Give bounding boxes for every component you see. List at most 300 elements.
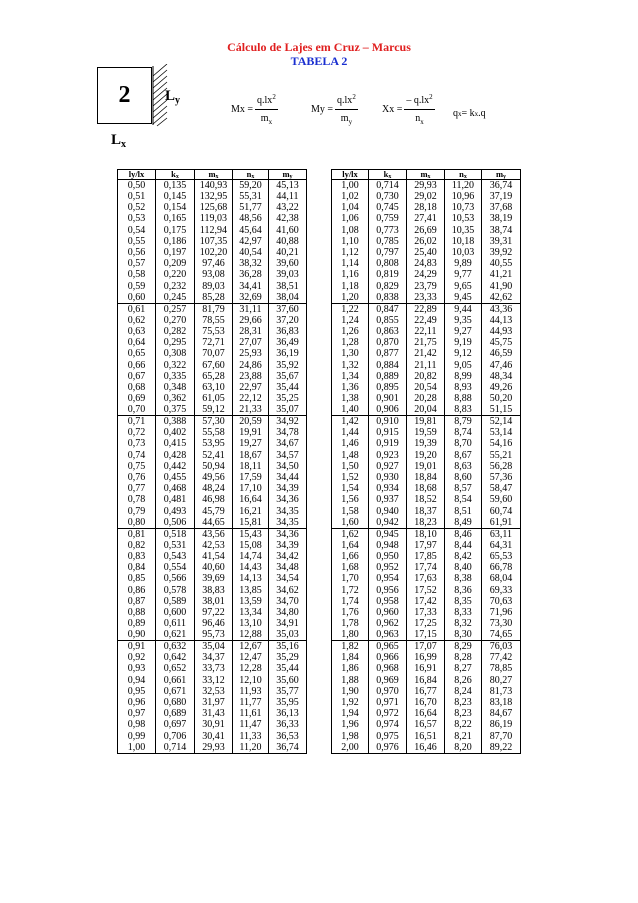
table-row bbox=[332, 225, 521, 236]
cell-kx: 0,455 bbox=[156, 472, 195, 483]
table-row bbox=[118, 393, 307, 404]
cell-my: 35,77 bbox=[269, 686, 307, 697]
cell-kx: 0,415 bbox=[156, 438, 195, 449]
cell-mx: 140,93 bbox=[195, 180, 233, 192]
cell-kx: 0,940 bbox=[369, 506, 407, 517]
cell-mx: 16,64 bbox=[407, 708, 445, 719]
fraction-denominator: $m_x$ bbox=[260, 113, 273, 126]
cell-ly-lx: 0,92 bbox=[118, 652, 156, 663]
cell-mx: 29,02 bbox=[407, 191, 445, 202]
cell-my: 73,30 bbox=[482, 618, 521, 629]
cell-nx: 8,27 bbox=[445, 663, 482, 674]
cell-my: 81,73 bbox=[482, 686, 521, 697]
cell-my: 43,36 bbox=[482, 303, 521, 315]
cell-ly-lx: 1,64 bbox=[332, 540, 369, 551]
cell-my: 40,21 bbox=[269, 247, 307, 258]
cell-nx: 42,97 bbox=[233, 236, 269, 247]
cell-kx: 0,969 bbox=[369, 675, 407, 686]
cell-nx: 40,54 bbox=[233, 247, 269, 258]
table-row bbox=[332, 269, 521, 280]
cell-ly-lx: 1,24 bbox=[332, 315, 369, 326]
column-header-nx: $n_x$ bbox=[445, 170, 482, 180]
cell-nx: 9,35 bbox=[445, 315, 482, 326]
cell-mx: 35,04 bbox=[195, 641, 233, 653]
cell-ly-lx: 0,81 bbox=[118, 528, 156, 540]
cell-nx: 14,74 bbox=[233, 551, 269, 562]
cell-mx: 20,54 bbox=[407, 382, 445, 393]
cell-nx: 8,33 bbox=[445, 607, 482, 618]
table-row bbox=[332, 517, 521, 529]
cell-nx: 51,77 bbox=[233, 202, 269, 213]
cell-my: 41,21 bbox=[482, 269, 521, 280]
table-row bbox=[332, 371, 521, 382]
cell-my: 37,68 bbox=[482, 202, 521, 213]
cell-kx: 0,652 bbox=[156, 663, 195, 674]
cell-mx: 17,97 bbox=[407, 540, 445, 551]
cell-ly-lx: 0,56 bbox=[118, 247, 156, 258]
cell-nx: 12,67 bbox=[233, 641, 269, 653]
table-row bbox=[332, 742, 521, 754]
cell-kx: 0,808 bbox=[369, 258, 407, 269]
cell-my: 34,36 bbox=[269, 528, 307, 540]
cell-nx: 9,65 bbox=[445, 281, 482, 292]
cell-ly-lx: 0,78 bbox=[118, 494, 156, 505]
cell-kx: 0,976 bbox=[369, 742, 407, 754]
table-row bbox=[332, 213, 521, 224]
cell-ly-lx: 1,16 bbox=[332, 269, 369, 280]
fraction-numerator: – $q.lx^2$ bbox=[404, 95, 434, 110]
table-row bbox=[118, 202, 307, 213]
cell-kx: 0,468 bbox=[156, 483, 195, 494]
cell-mx: 16,91 bbox=[407, 663, 445, 674]
cell-my: 34,42 bbox=[269, 551, 307, 562]
cell-my: 35,95 bbox=[269, 697, 307, 708]
cell-kx: 0,671 bbox=[156, 686, 195, 697]
cell-mx: 17,07 bbox=[407, 641, 445, 653]
cell-mx: 70,07 bbox=[195, 348, 233, 359]
cell-kx: 0,348 bbox=[156, 382, 195, 393]
cell-ly-lx: 1,38 bbox=[332, 393, 369, 404]
cell-kx: 0,745 bbox=[369, 202, 407, 213]
cell-my: 61,91 bbox=[482, 517, 521, 529]
cell-my: 35,92 bbox=[269, 359, 307, 370]
cell-ly-lx: 0,70 bbox=[118, 404, 156, 416]
table-row bbox=[332, 652, 521, 663]
ly-label: $L_y$ bbox=[165, 88, 181, 106]
cell-nx: 8,63 bbox=[445, 461, 482, 472]
cell-nx: 8,36 bbox=[445, 584, 482, 595]
table-row bbox=[332, 708, 521, 719]
cell-ly-lx: 0,80 bbox=[118, 517, 156, 529]
cell-ly-lx: 1,76 bbox=[332, 607, 369, 618]
cell-mx: 18,52 bbox=[407, 494, 445, 505]
cell-ly-lx: 0,53 bbox=[118, 213, 156, 224]
table-row bbox=[332, 719, 521, 730]
cell-nx: 14,13 bbox=[233, 573, 269, 584]
cell-nx: 9,19 bbox=[445, 337, 482, 348]
cell-nx: 8,20 bbox=[445, 742, 482, 754]
cell-ly-lx: 1,92 bbox=[332, 697, 369, 708]
cell-mx: 55,58 bbox=[195, 427, 233, 438]
table-row bbox=[332, 686, 521, 697]
cell-ly-lx: 0,84 bbox=[118, 562, 156, 573]
table-header-row bbox=[118, 170, 307, 180]
fraction-numerator: $q.lx^2$ bbox=[255, 95, 278, 110]
cell-my: 34,92 bbox=[269, 416, 307, 428]
cell-ly-lx: 0,99 bbox=[118, 731, 156, 742]
cell-nx: 11,77 bbox=[233, 697, 269, 708]
cell-mx: 22,11 bbox=[407, 326, 445, 337]
cell-my: 34,57 bbox=[269, 450, 307, 461]
formula-my bbox=[311, 95, 358, 125]
table-row bbox=[332, 438, 521, 449]
cell-ly-lx: 1,66 bbox=[332, 551, 369, 562]
table-row bbox=[118, 315, 307, 326]
cell-ly-lx: 1,60 bbox=[332, 517, 369, 529]
column-header-my: $m_y$ bbox=[269, 170, 307, 180]
cell-mx: 41,54 bbox=[195, 551, 233, 562]
cell-my: 48,34 bbox=[482, 371, 521, 382]
cell-mx: 52,41 bbox=[195, 450, 233, 461]
table-row bbox=[332, 641, 521, 653]
cell-ly-lx: 0,72 bbox=[118, 427, 156, 438]
cell-kx: 0,797 bbox=[369, 247, 407, 258]
cell-kx: 0,388 bbox=[156, 416, 195, 428]
cell-nx: 20,59 bbox=[233, 416, 269, 428]
cell-kx: 0,362 bbox=[156, 393, 195, 404]
cell-my: 38,04 bbox=[269, 292, 307, 304]
cell-mx: 59,12 bbox=[195, 404, 233, 416]
cell-nx: 13,85 bbox=[233, 584, 269, 595]
cell-ly-lx: 1,50 bbox=[332, 461, 369, 472]
cell-kx: 0,402 bbox=[156, 427, 195, 438]
table-row bbox=[118, 618, 307, 629]
cell-my: 64,31 bbox=[482, 540, 521, 551]
cell-ly-lx: 1,52 bbox=[332, 472, 369, 483]
cell-mx: 53,95 bbox=[195, 438, 233, 449]
table-row bbox=[118, 236, 307, 247]
cell-ly-lx: 1,84 bbox=[332, 652, 369, 663]
cell-nx: 10,18 bbox=[445, 236, 482, 247]
cell-kx: 0,829 bbox=[369, 281, 407, 292]
cell-mx: 19,39 bbox=[407, 438, 445, 449]
cell-nx: 15,08 bbox=[233, 540, 269, 551]
cell-kx: 0,847 bbox=[369, 303, 407, 315]
cell-ly-lx: 1,58 bbox=[332, 506, 369, 517]
cell-my: 34,48 bbox=[269, 562, 307, 573]
table-row bbox=[332, 393, 521, 404]
cell-my: 71,96 bbox=[482, 607, 521, 618]
column-header-kx: $k_x$ bbox=[369, 170, 407, 180]
cell-nx: 8,51 bbox=[445, 506, 482, 517]
cell-ly-lx: 0,98 bbox=[118, 719, 156, 730]
table-row bbox=[118, 494, 307, 505]
cell-mx: 29,93 bbox=[195, 742, 233, 754]
cell-nx: 8,79 bbox=[445, 416, 482, 428]
cell-nx: 8,21 bbox=[445, 731, 482, 742]
cell-nx: 8,22 bbox=[445, 719, 482, 730]
cell-ly-lx: 1,88 bbox=[332, 675, 369, 686]
cell-mx: 81,79 bbox=[195, 303, 233, 315]
cell-kx: 0,923 bbox=[369, 450, 407, 461]
cell-ly-lx: 1,18 bbox=[332, 281, 369, 292]
cell-my: 86,19 bbox=[482, 719, 521, 730]
cell-kx: 0,954 bbox=[369, 573, 407, 584]
cell-ly-lx: 1,40 bbox=[332, 404, 369, 416]
cell-my: 69,33 bbox=[482, 584, 521, 595]
cell-my: 74,65 bbox=[482, 629, 521, 641]
table-row bbox=[332, 292, 521, 304]
cell-mx: 38,83 bbox=[195, 584, 233, 595]
cell-ly-lx: 1,22 bbox=[332, 303, 369, 315]
cell-kx: 0,962 bbox=[369, 618, 407, 629]
cell-my: 36,19 bbox=[269, 348, 307, 359]
cell-my: 36,74 bbox=[269, 742, 307, 754]
cell-kx: 0,531 bbox=[156, 540, 195, 551]
cell-ly-lx: 1,42 bbox=[332, 416, 369, 428]
cell-ly-lx: 0,60 bbox=[118, 292, 156, 304]
cell-ly-lx: 0,55 bbox=[118, 236, 156, 247]
cell-mx: 46,98 bbox=[195, 494, 233, 505]
table-row bbox=[118, 191, 307, 202]
cell-kx: 0,942 bbox=[369, 517, 407, 529]
cell-kx: 0,145 bbox=[156, 191, 195, 202]
cell-my: 60,74 bbox=[482, 506, 521, 517]
cell-nx: 9,77 bbox=[445, 269, 482, 280]
cell-kx: 0,910 bbox=[369, 416, 407, 428]
cell-mx: 17,74 bbox=[407, 562, 445, 573]
cell-ly-lx: 1,44 bbox=[332, 427, 369, 438]
cell-mx: 33,73 bbox=[195, 663, 233, 674]
cell-kx: 0,493 bbox=[156, 506, 195, 517]
cell-nx: 8,30 bbox=[445, 629, 482, 641]
formula-lhs: Xx = bbox=[382, 104, 403, 115]
coefficient-table-left bbox=[117, 169, 307, 754]
cell-nx: 55,31 bbox=[233, 191, 269, 202]
cell-mx: 23,79 bbox=[407, 281, 445, 292]
cell-my: 40,88 bbox=[269, 236, 307, 247]
cell-nx: 8,46 bbox=[445, 528, 482, 540]
cell-my: 52,14 bbox=[482, 416, 521, 428]
table-row bbox=[332, 573, 521, 584]
cell-ly-lx: 1,54 bbox=[332, 483, 369, 494]
cell-kx: 0,972 bbox=[369, 708, 407, 719]
cell-mx: 96,46 bbox=[195, 618, 233, 629]
cell-nx: 9,45 bbox=[445, 292, 482, 304]
cell-ly-lx: 0,79 bbox=[118, 506, 156, 517]
table-row bbox=[118, 697, 307, 708]
cell-my: 56,28 bbox=[482, 461, 521, 472]
table-row bbox=[332, 663, 521, 674]
table-row bbox=[332, 303, 521, 315]
cell-mx: 26,02 bbox=[407, 236, 445, 247]
table-row bbox=[332, 584, 521, 595]
cell-nx: 8,28 bbox=[445, 652, 482, 663]
cell-kx: 0,930 bbox=[369, 472, 407, 483]
cell-mx: 78,55 bbox=[195, 315, 233, 326]
cell-nx: 11,20 bbox=[233, 742, 269, 754]
table-row bbox=[118, 461, 307, 472]
table-row bbox=[332, 483, 521, 494]
table-row bbox=[118, 258, 307, 269]
table-row bbox=[118, 382, 307, 393]
cell-my: 43,22 bbox=[269, 202, 307, 213]
cell-my: 49,26 bbox=[482, 382, 521, 393]
cell-kx: 0,963 bbox=[369, 629, 407, 641]
table-row bbox=[332, 562, 521, 573]
cell-kx: 0,971 bbox=[369, 697, 407, 708]
cell-mx: 17,15 bbox=[407, 629, 445, 641]
cell-ly-lx: 1,82 bbox=[332, 641, 369, 653]
cell-ly-lx: 0,82 bbox=[118, 540, 156, 551]
cell-nx: 32,69 bbox=[233, 292, 269, 304]
cell-my: 70,63 bbox=[482, 596, 521, 607]
cell-kx: 0,282 bbox=[156, 326, 195, 337]
cell-my: 41,60 bbox=[269, 225, 307, 236]
cell-kx: 0,578 bbox=[156, 584, 195, 595]
cell-kx: 0,863 bbox=[369, 326, 407, 337]
cell-nx: 28,31 bbox=[233, 326, 269, 337]
cell-nx: 19,27 bbox=[233, 438, 269, 449]
cell-my: 34,80 bbox=[269, 607, 307, 618]
cell-ly-lx: 1,94 bbox=[332, 708, 369, 719]
cell-nx: 12,47 bbox=[233, 652, 269, 663]
cell-my: 34,62 bbox=[269, 584, 307, 595]
cell-ly-lx: 1,32 bbox=[332, 359, 369, 370]
cell-mx: 19,81 bbox=[407, 416, 445, 428]
table-row bbox=[332, 202, 521, 213]
cell-nx: 11,33 bbox=[233, 731, 269, 742]
cell-nx: 38,32 bbox=[233, 258, 269, 269]
cell-my: 34,54 bbox=[269, 573, 307, 584]
table-row bbox=[118, 663, 307, 674]
cell-mx: 21,42 bbox=[407, 348, 445, 359]
cell-mx: 93,08 bbox=[195, 269, 233, 280]
cell-kx: 0,906 bbox=[369, 404, 407, 416]
table-row bbox=[332, 675, 521, 686]
cell-mx: 29,93 bbox=[407, 180, 445, 192]
cell-mx: 39,69 bbox=[195, 573, 233, 584]
table-row bbox=[332, 416, 521, 428]
cell-kx: 0,518 bbox=[156, 528, 195, 540]
cell-mx: 119,03 bbox=[195, 213, 233, 224]
cell-my: 34,44 bbox=[269, 472, 307, 483]
cell-my: 55,21 bbox=[482, 450, 521, 461]
cell-nx: 9,12 bbox=[445, 348, 482, 359]
table-row bbox=[332, 236, 521, 247]
cell-kx: 0,934 bbox=[369, 483, 407, 494]
cell-my: 77,42 bbox=[482, 652, 521, 663]
table-row bbox=[332, 731, 521, 742]
cell-my: 53,14 bbox=[482, 427, 521, 438]
cell-nx: 8,88 bbox=[445, 393, 482, 404]
table-row bbox=[332, 461, 521, 472]
cell-mx: 20,04 bbox=[407, 404, 445, 416]
cell-my: 44,93 bbox=[482, 326, 521, 337]
cell-ly-lx: 0,77 bbox=[118, 483, 156, 494]
cell-mx: 30,91 bbox=[195, 719, 233, 730]
cell-ly-lx: 0,93 bbox=[118, 663, 156, 674]
cell-nx: 8,60 bbox=[445, 472, 482, 483]
cell-kx: 0,375 bbox=[156, 404, 195, 416]
cell-kx: 0,956 bbox=[369, 584, 407, 595]
cell-mx: 49,56 bbox=[195, 472, 233, 483]
cell-kx: 0,965 bbox=[369, 641, 407, 653]
cell-kx: 0,889 bbox=[369, 371, 407, 382]
table-row bbox=[118, 225, 307, 236]
cell-ly-lx: 1,20 bbox=[332, 292, 369, 304]
cell-mx: 17,42 bbox=[407, 596, 445, 607]
table-row bbox=[332, 472, 521, 483]
cell-ly-lx: 0,50 bbox=[118, 180, 156, 192]
cell-nx: 13,34 bbox=[233, 607, 269, 618]
cell-my: 35,44 bbox=[269, 663, 307, 674]
cell-ly-lx: 0,54 bbox=[118, 225, 156, 236]
cell-nx: 10,96 bbox=[445, 191, 482, 202]
cell-my: 37,20 bbox=[269, 315, 307, 326]
cell-my: 87,70 bbox=[482, 731, 521, 742]
cell-nx: 15,43 bbox=[233, 528, 269, 540]
cell-my: 42,38 bbox=[269, 213, 307, 224]
cell-kx: 0,714 bbox=[156, 742, 195, 754]
table-row bbox=[118, 719, 307, 730]
cell-my: 41,90 bbox=[482, 281, 521, 292]
cell-my: 34,50 bbox=[269, 461, 307, 472]
fraction-denominator: $n_x$ bbox=[415, 113, 424, 126]
table-row bbox=[332, 258, 521, 269]
cell-nx: 25,93 bbox=[233, 348, 269, 359]
cell-nx: 11,61 bbox=[233, 708, 269, 719]
cell-nx: 9,05 bbox=[445, 359, 482, 370]
column-header-mx: $m_x$ bbox=[195, 170, 233, 180]
cell-my: 65,53 bbox=[482, 551, 521, 562]
table-row bbox=[118, 607, 307, 618]
cell-mx: 89,03 bbox=[195, 281, 233, 292]
table-row bbox=[118, 303, 307, 315]
cell-nx: 10,53 bbox=[445, 213, 482, 224]
table-row bbox=[118, 371, 307, 382]
cell-nx: 8,42 bbox=[445, 551, 482, 562]
cell-nx: 15,81 bbox=[233, 517, 269, 529]
cell-my: 76,03 bbox=[482, 641, 521, 653]
cell-nx: 18,67 bbox=[233, 450, 269, 461]
cell-kx: 0,481 bbox=[156, 494, 195, 505]
table-row bbox=[118, 540, 307, 551]
cell-kx: 0,927 bbox=[369, 461, 407, 472]
cell-my: 51,15 bbox=[482, 404, 521, 416]
cell-mx: 21,75 bbox=[407, 337, 445, 348]
cell-ly-lx: 0,67 bbox=[118, 371, 156, 382]
cell-my: 38,19 bbox=[482, 213, 521, 224]
column-header-nx: $n_x$ bbox=[233, 170, 269, 180]
cell-nx: 8,83 bbox=[445, 404, 482, 416]
cell-nx: 10,35 bbox=[445, 225, 482, 236]
table-row bbox=[332, 494, 521, 505]
cell-mx: 132,95 bbox=[195, 191, 233, 202]
table-row bbox=[332, 359, 521, 370]
cell-mx: 18,23 bbox=[407, 517, 445, 529]
cell-my: 35,60 bbox=[269, 675, 307, 686]
cell-mx: 107,35 bbox=[195, 236, 233, 247]
cell-mx: 21,11 bbox=[407, 359, 445, 370]
cell-my: 37,60 bbox=[269, 303, 307, 315]
cell-my: 36,83 bbox=[269, 326, 307, 337]
cell-my: 38,51 bbox=[269, 281, 307, 292]
cell-my: 39,92 bbox=[482, 247, 521, 258]
cell-kx: 0,554 bbox=[156, 562, 195, 573]
cell-ly-lx: 1,80 bbox=[332, 629, 369, 641]
cell-ly-lx: 1,86 bbox=[332, 663, 369, 674]
